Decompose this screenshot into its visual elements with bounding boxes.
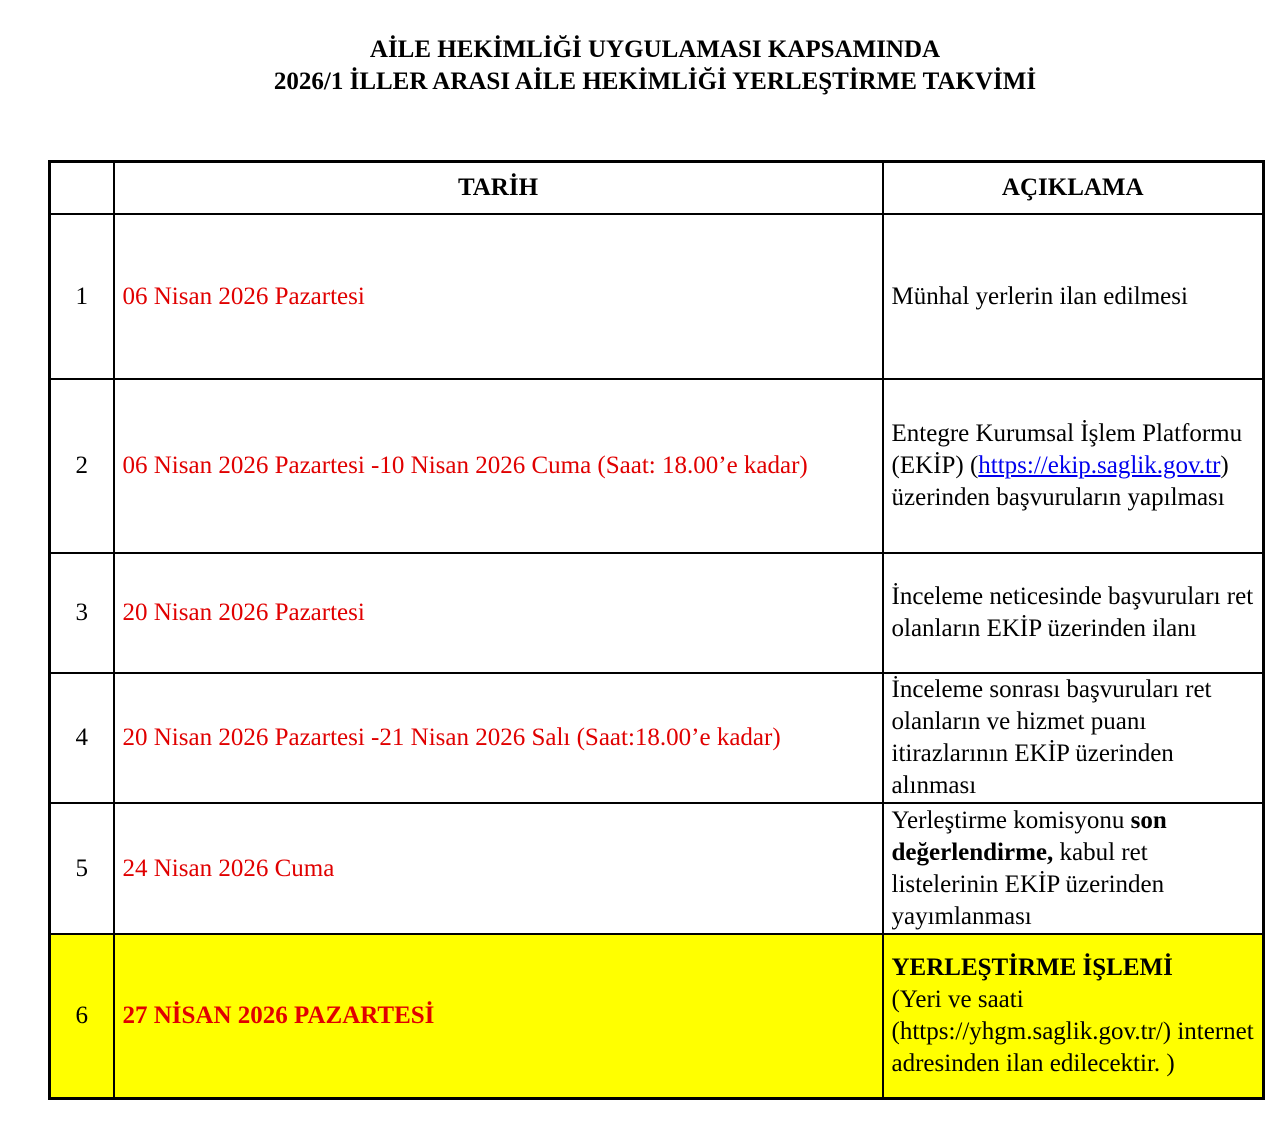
- row-date: 24 Nisan 2026 Cuma: [114, 803, 883, 934]
- document-title: [0, 34, 1280, 98]
- description-bold-text: son değerlendirme,: [891, 806, 1167, 866]
- row-description: [883, 934, 1264, 1099]
- table-row: [50, 673, 1264, 803]
- table-row: [50, 379, 1264, 553]
- row-description: Münhal yerlerin ilan edilmesi: [883, 214, 1264, 379]
- title-line-2: 2026/1 İLLER ARASI AİLE HEKİMLİĞİ YERLEŞTİRME TAKVİMİ: [273, 68, 1037, 95]
- row-date: 06 Nisan 2026 Pazartesi: [114, 214, 883, 379]
- header-description: AÇIKLAMA: [883, 162, 1264, 215]
- description-text: Entegre Kurumsal İşlem Platformu (EKİP) (: [891, 420, 1243, 479]
- row-description: [883, 379, 1264, 553]
- row-date: 20 Nisan 2026 Pazartesi -21 Nisan 2026 Salı (Saat:18.00’e kadar): [114, 673, 883, 803]
- header-no: [50, 162, 114, 215]
- row-description: [883, 803, 1264, 934]
- table-header-row: [50, 162, 1264, 215]
- table-row: [50, 553, 1264, 673]
- table-row: [50, 214, 1264, 379]
- row-date: 27 NİSAN 2026 PAZARTESİ: [114, 934, 883, 1099]
- schedule-table: [48, 160, 1265, 1100]
- table-row-highlighted: [50, 934, 1264, 1099]
- row-date: 06 Nisan 2026 Pazartesi -10 Nisan 2026 Cuma (Saat: 18.00’e kadar): [114, 379, 883, 553]
- row-number: 5: [50, 803, 114, 934]
- row-number: 1: [50, 214, 114, 379]
- row-description: İnceleme sonrası başvuruları ret olanların ve hizmet puanı itirazlarının EKİP üzerinden alınması: [883, 673, 1264, 803]
- ekip-link[interactable]: https://ekip.saglik.gov.tr: [978, 452, 1221, 479]
- row-number: 3: [50, 553, 114, 673]
- table-row: [50, 803, 1264, 934]
- row-number: 2: [50, 379, 114, 553]
- description-text: kabul ret listelerinin EKİP üzerinden yayımlanması: [891, 838, 1165, 930]
- header-date: TARİH: [114, 162, 883, 215]
- row-date: 20 Nisan 2026 Pazartesi: [114, 553, 883, 673]
- title-line-1: AİLE HEKİMLİĞİ UYGULAMASI KAPSAMINDA: [369, 36, 941, 63]
- description-text: ) üzerinden başvuruların yapılması: [891, 452, 1229, 511]
- description-bold-text: YERLEŞTİRME İŞLEMİ: [891, 954, 1173, 981]
- row-number: 6: [50, 934, 114, 1099]
- description-text: (Yeri ve saati (https://yhgm.saglik.gov.tr/) internet adresinden ilan edilecektir. ): [891, 986, 1254, 1077]
- description-text: Yerleştirme komisyonu: [891, 806, 1131, 834]
- row-description: İnceleme neticesinde başvuruları ret olanların EKİP üzerinden ilanı: [883, 553, 1264, 673]
- row-number: 4: [50, 673, 114, 803]
